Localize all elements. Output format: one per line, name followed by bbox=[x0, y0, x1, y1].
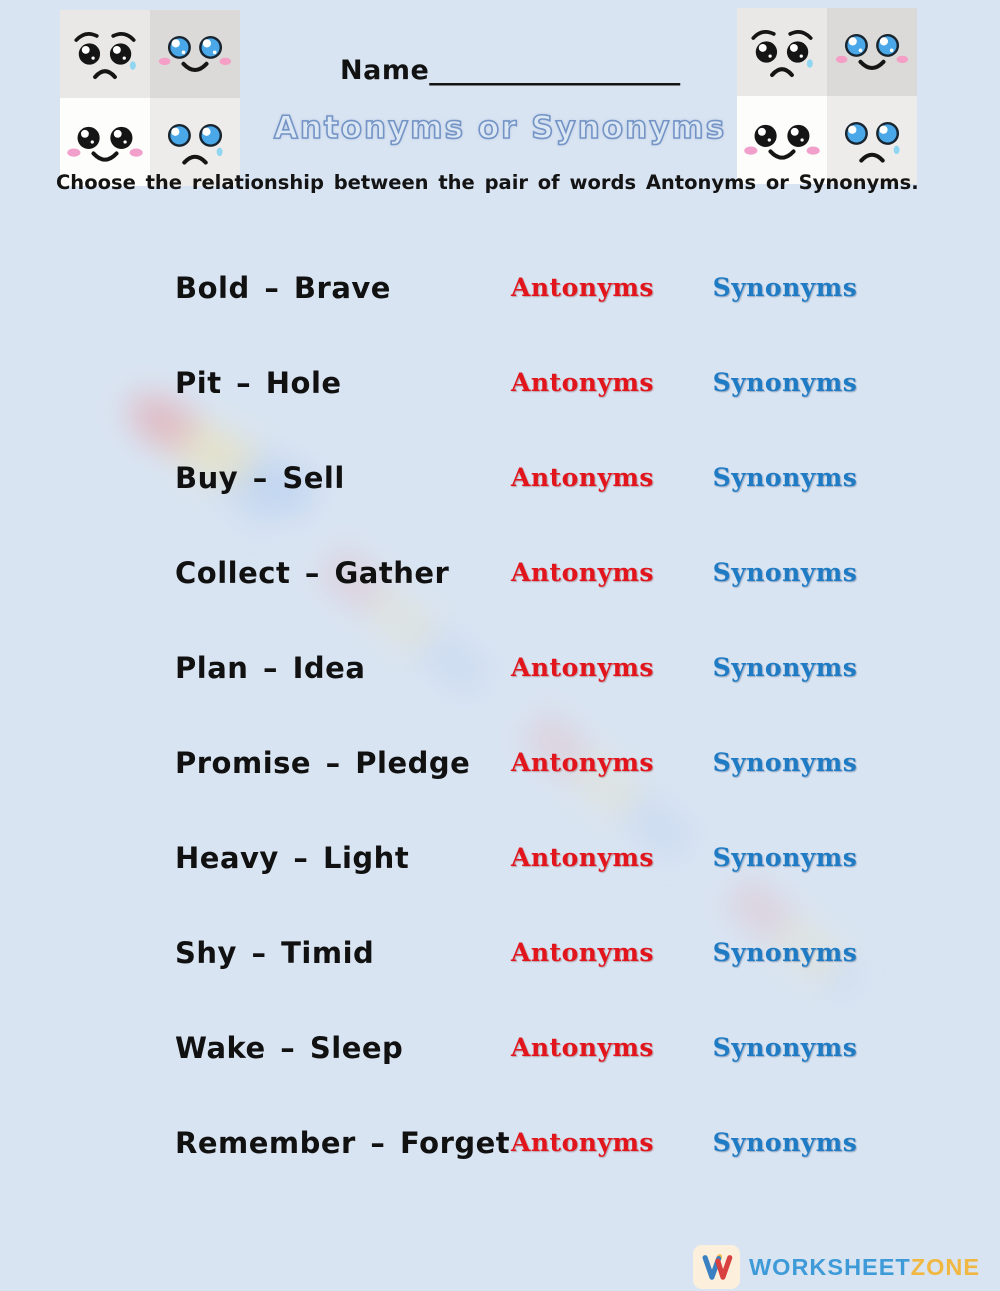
name-blank-line[interactable]: ____________________ bbox=[429, 55, 680, 86]
word-pair: Heavy – Light bbox=[175, 840, 410, 875]
synonyms-option[interactable]: Synonyms bbox=[712, 463, 858, 492]
sad-crying-face-icon bbox=[60, 10, 150, 98]
question-row bbox=[175, 1095, 890, 1190]
name-label: Name bbox=[340, 55, 430, 86]
antonyms-option[interactable]: Antonyms bbox=[510, 1033, 655, 1062]
antonyms-option[interactable]: Antonyms bbox=[510, 273, 655, 302]
word-pair: Bold – Brave bbox=[175, 270, 391, 305]
question-row bbox=[175, 810, 890, 905]
synonyms-option[interactable]: Synonyms bbox=[712, 1033, 858, 1062]
word-pair: Plan – Idea bbox=[175, 650, 366, 685]
page-title: Antonyms or Synonyms bbox=[273, 110, 727, 146]
antonyms-option[interactable]: Antonyms bbox=[510, 1128, 655, 1157]
synonyms-option[interactable]: Synonyms bbox=[712, 1128, 858, 1157]
question-row bbox=[175, 620, 890, 715]
synonyms-option[interactable]: Synonyms bbox=[712, 273, 858, 302]
antonyms-option[interactable]: Antonyms bbox=[510, 463, 655, 492]
word-pair: Pit – Hole bbox=[175, 365, 342, 400]
brand-name-worksheet: WORKSHEET bbox=[749, 1253, 911, 1280]
worksheetzone-logo[interactable] bbox=[693, 1245, 980, 1289]
emoji-face-tiles-right bbox=[737, 8, 917, 184]
question-list bbox=[175, 240, 890, 1190]
synonyms-option[interactable]: Synonyms bbox=[712, 653, 858, 682]
emoji-face-tiles-left bbox=[60, 10, 240, 186]
word-pair: Buy – Sell bbox=[175, 460, 345, 495]
question-row bbox=[175, 1000, 890, 1095]
question-row bbox=[175, 335, 890, 430]
brand-name bbox=[749, 1254, 980, 1281]
antonyms-option[interactable]: Antonyms bbox=[510, 748, 655, 777]
happy-blue-eyes-face-icon bbox=[150, 10, 240, 98]
worksheetzone-w-icon bbox=[693, 1245, 740, 1289]
happy-blue-eyes-face-icon bbox=[827, 8, 917, 96]
antonyms-option[interactable]: Antonyms bbox=[510, 843, 655, 872]
word-pair: Collect – Gather bbox=[175, 555, 450, 590]
synonyms-option[interactable]: Synonyms bbox=[712, 748, 858, 777]
synonyms-option[interactable]: Synonyms bbox=[712, 938, 858, 967]
synonyms-option[interactable]: Synonyms bbox=[712, 368, 858, 397]
word-pair: Shy – Timid bbox=[175, 935, 375, 970]
synonyms-option[interactable]: Synonyms bbox=[712, 843, 858, 872]
question-row bbox=[175, 430, 890, 525]
question-row bbox=[175, 525, 890, 620]
sad-crying-face-icon bbox=[737, 8, 827, 96]
question-row bbox=[175, 240, 890, 335]
instruction-text: Choose the relationship between the pair of words Antonyms or Synonyms. bbox=[56, 171, 919, 194]
word-pair: Wake – Sleep bbox=[175, 1030, 404, 1065]
name-row bbox=[340, 55, 679, 86]
word-pair: Promise – Pledge bbox=[175, 745, 471, 780]
word-pair: Remember – Forget bbox=[175, 1125, 511, 1160]
question-row bbox=[175, 905, 890, 1000]
question-row bbox=[175, 715, 890, 810]
antonyms-option[interactable]: Antonyms bbox=[510, 938, 655, 967]
antonyms-option[interactable]: Antonyms bbox=[510, 558, 655, 587]
brand-name-zone: ZONE bbox=[910, 1253, 981, 1280]
antonyms-option[interactable]: Antonyms bbox=[510, 368, 655, 397]
synonyms-option[interactable]: Synonyms bbox=[712, 558, 858, 587]
antonyms-option[interactable]: Antonyms bbox=[510, 653, 655, 682]
